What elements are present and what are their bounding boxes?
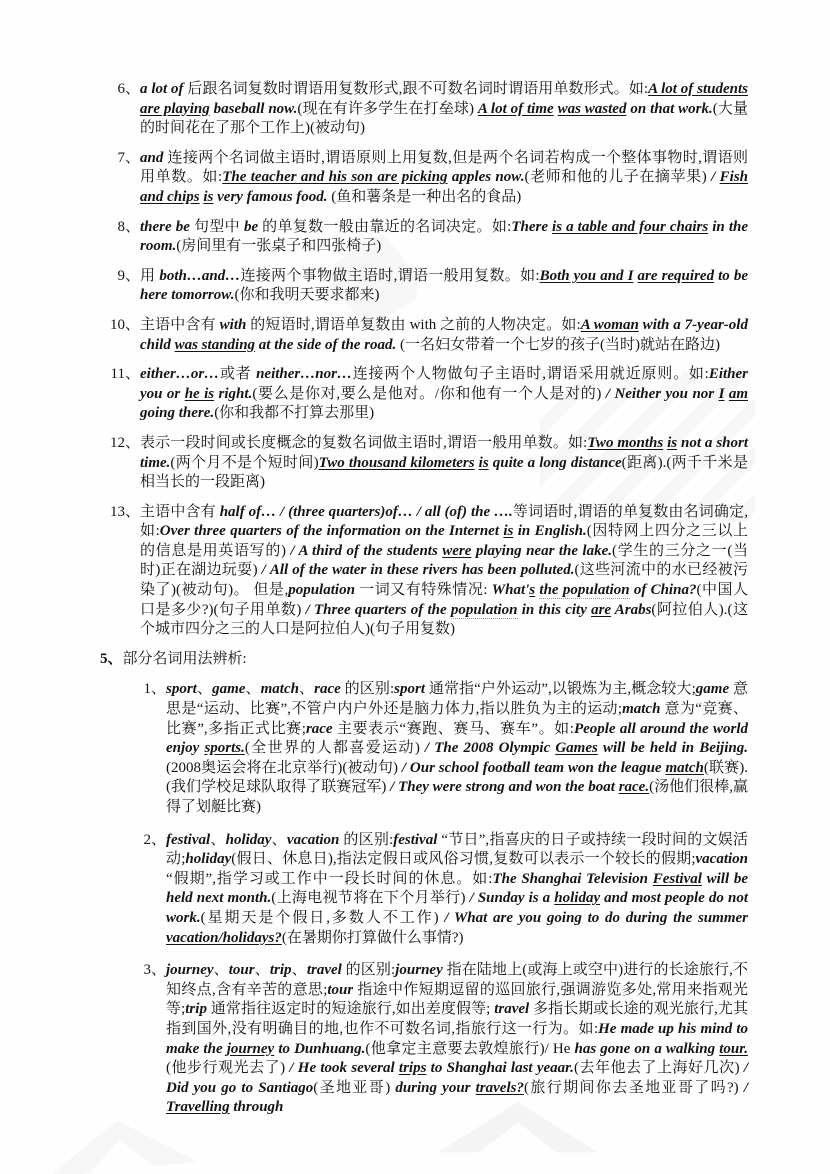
text-run: match	[260, 681, 299, 698]
text-run: (你和我都不打算去那里)	[214, 405, 375, 422]
text-run: (他拿定主意要去敦煌旅行)/ He	[365, 1040, 575, 1057]
text-run: vacation	[286, 831, 340, 848]
text-run: very famous food.	[213, 188, 332, 205]
text-run: (上海电视节将在下个月举行)	[271, 890, 466, 907]
text-run: baseball now.	[209, 100, 298, 117]
text-run: sport	[394, 681, 425, 698]
grammar-item-6	[0, 80, 748, 139]
text-run: 连接两个名词做主语时,谓语原则上用复数,但是两个名词若构成一个整体事物时,谓语则用单数。如:	[140, 149, 748, 186]
text-run: (一名妇女带着一个七岁的孩子(当时)就站在路边)	[400, 336, 721, 353]
text-run: to Shanghai last yeaar.	[426, 1060, 574, 1077]
text-run: / Our school football team won the league	[397, 759, 666, 776]
text-run: (因特网上四分之三以上的信息是用英语写的)	[140, 523, 749, 559]
document-content	[0, 80, 748, 1131]
text-run: am	[728, 385, 749, 402]
text-run: 指在陆地上(或海上或空中)进行的长途旅行,不知终点,含有辛苦的意思;	[166, 962, 748, 998]
text-run: 主语中含有	[140, 503, 220, 520]
text-run: population	[450, 601, 518, 618]
text-run: (距离).(两千千米是相当长的一段距离)	[140, 454, 748, 491]
text-run: travel	[306, 962, 342, 979]
text-run: game	[695, 681, 730, 698]
text-run: during your	[395, 1079, 476, 1096]
text-run: festival	[166, 831, 211, 848]
text-run: 连接两个人物做句子主语时,谓语采用就近原则。如:	[351, 366, 709, 383]
text-run: 意为“竞赛、比赛”,多指正式比赛;	[166, 701, 748, 737]
text-run: holiday	[554, 890, 601, 907]
text-run: with	[219, 316, 247, 333]
text-run: / Sunday is a	[465, 890, 555, 907]
text-run: sport	[166, 681, 197, 698]
item-number: 7、	[117, 149, 140, 166]
grammar-item-11	[0, 365, 748, 424]
text-run: was standing	[174, 336, 256, 353]
text-run: / Did you go to Santiago	[166, 1060, 749, 1096]
text-run: holiday	[185, 851, 232, 868]
heading-text: 部分名词用法辨析:	[122, 650, 247, 667]
text-run: vacation/holidays?	[166, 929, 282, 946]
text-run: Either you or	[140, 366, 748, 402]
text-run: 等词语时,谓语的单复数由名词确定,如:	[140, 503, 748, 540]
text-run: vacation	[695, 851, 748, 868]
text-run: (学生的三分之一(当时)正在湖边玩耍)	[140, 542, 748, 579]
text-run: travels?	[475, 1079, 524, 1096]
text-run: 、	[254, 962, 270, 979]
text-run: festival	[393, 831, 438, 848]
text-run: match	[665, 759, 704, 776]
text-run: /	[738, 1079, 748, 1096]
text-run: (旅行期间你去圣地亚哥了吗?)	[523, 1079, 739, 1096]
item-number: 10、	[109, 316, 140, 333]
text-run: apples now.	[447, 169, 525, 186]
text-run: and	[140, 149, 164, 166]
text-run: 的区别:	[339, 831, 394, 848]
text-run: are	[591, 601, 612, 618]
text-run: / Neither you nor	[601, 385, 719, 402]
text-run: Both you and I	[539, 267, 634, 284]
text-run: be	[243, 218, 259, 235]
text-run: 的短语时,谓语单复数由 with 之前的人物决定。如:	[246, 316, 581, 333]
text-run: he is	[184, 385, 215, 402]
item-number: 5、	[100, 650, 123, 667]
text-run: “假期”,指学习或工作中一段长时间的休息。如:	[166, 870, 493, 887]
text-run: were	[442, 542, 472, 559]
text-run: 、	[271, 831, 287, 848]
text-run: 通常指“户外运动”,以锻炼为主,概念较大;	[425, 681, 696, 698]
text-run: Travelling	[166, 1099, 230, 1116]
item-number: 9、	[117, 267, 140, 284]
item-number: 8、	[117, 218, 140, 235]
text-run: A lot of time	[477, 100, 554, 117]
text-run: 、	[298, 681, 315, 698]
text-run: journey	[166, 962, 214, 979]
text-run: 连接两个事物做主语时,谓语一般用复数。如:	[240, 267, 540, 284]
text-run: (他步行观光去了)	[166, 1060, 286, 1077]
text-run: 、	[213, 962, 229, 979]
text-run: The teacher and his son are picking	[222, 169, 448, 186]
text-run: trip	[269, 962, 292, 979]
text-run: neither…nor…	[256, 366, 352, 383]
text-run: in the room.	[140, 218, 748, 255]
text-run: (中国人口是多少?)(句子用单数)	[140, 582, 749, 618]
text-run: is	[478, 454, 489, 471]
text-run: going there.	[140, 405, 215, 422]
text-run: 一词又有特殊情况:	[354, 582, 492, 599]
grammar-item-8	[0, 218, 748, 257]
text-run: half of… / (three quarters)of… / all (of) the ….	[219, 503, 513, 520]
text-run: (要么是你对,要么是他对。/你和他有一个人是对的)	[252, 385, 602, 402]
text-run: 表示一段时间或长度概念的复数名词做主语时,谓语一般用单数。如:	[140, 434, 588, 451]
text-run: 意思是“运动、比赛”,不管户内户外还是脑力体力,指以胜负为主的运动;	[166, 681, 748, 718]
text-run: are required	[637, 267, 715, 284]
text-run: (汤他们很棒,赢得了划艇比赛)	[166, 779, 749, 815]
text-run: (房间里有一张桌子和四张椅子)	[176, 238, 382, 255]
text-run: A lot of students are playing	[140, 81, 748, 117]
text-run: /	[706, 169, 720, 186]
text-run: (去年他去了上海好几次)	[573, 1060, 740, 1077]
item-number: 12、	[109, 434, 140, 451]
text-run: 、	[245, 681, 261, 698]
text-run: (联赛).(我们学校足球队取得了联赛冠军)	[166, 759, 748, 796]
text-run: Fish and chips	[140, 169, 749, 205]
text-run: trips	[398, 1060, 427, 1077]
noun-usage-item-2	[0, 831, 748, 949]
text-run: both…and…	[159, 267, 241, 284]
text-run: a lot of	[140, 81, 184, 97]
text-run: will be held in Beijing.	[597, 740, 748, 757]
text-run: (老师和他的儿子在摘苹果)	[524, 169, 707, 186]
text-run: 、	[291, 962, 307, 979]
text-run: 的单复数一般由靠近的名词决定。如:	[258, 218, 512, 235]
item-number: 1、	[143, 681, 166, 698]
text-run: not a short time.	[140, 434, 749, 471]
text-run: There	[511, 218, 553, 235]
item-number: 6、	[117, 81, 140, 97]
text-run: through	[229, 1099, 284, 1116]
text-run: will be held next month.	[166, 870, 748, 907]
text-run: He made up his mind to make the	[166, 1020, 749, 1057]
text-run: 通常指往返定时的短途旅行,如出差度假等;	[206, 1001, 495, 1018]
text-run: 句型中	[189, 218, 244, 235]
text-run: tour	[228, 962, 255, 979]
text-run: population	[288, 582, 355, 599]
text-run: I	[718, 385, 725, 402]
text-run: race	[305, 720, 333, 737]
text-run: at the side of the road.	[255, 336, 401, 353]
text-run: holiday	[225, 831, 272, 848]
text-run: Over three quarters of the information on the Internet	[159, 523, 504, 540]
text-run: 或者	[219, 366, 257, 383]
text-run: match	[622, 701, 661, 718]
text-run: (星期天是个假日,多数人不工作)	[200, 909, 439, 926]
text-run: / All of the water in these rivers has been polluted.	[257, 562, 575, 579]
text-run: 主要表示“赛跑、赛马、赛车”。如:	[332, 720, 574, 737]
section-5-heading	[0, 650, 748, 670]
text-run: “节日”,指喜庆的日子或持续一段时间的文娱活动;	[166, 831, 748, 868]
text-run: trip	[185, 1001, 207, 1018]
text-run: tour	[327, 981, 354, 998]
text-run: (圣地亚哥)	[313, 1079, 396, 1096]
text-run: quite a long distance	[488, 454, 622, 471]
text-run: to be here tomorrow.	[140, 267, 749, 304]
text-run: and most people do not work.	[166, 890, 749, 926]
text-run: is	[503, 523, 514, 540]
text-run: right.	[214, 385, 253, 402]
text-run: 主语中含有	[140, 316, 220, 333]
text-run: the population	[539, 582, 630, 599]
text-run: in English.	[513, 523, 587, 540]
noun-usage-item-1	[0, 680, 748, 817]
text-run: (阿拉伯人).(这个城市四分之三的人口是阿拉伯人)(句子用复数)	[140, 601, 748, 638]
noun-usage-item-3	[0, 961, 748, 1118]
text-run: 、	[196, 681, 213, 698]
text-run: either…or…	[140, 366, 220, 383]
text-run: journey	[226, 1040, 275, 1057]
text-run: A woman	[580, 316, 639, 333]
text-run: 的区别:	[341, 962, 396, 979]
text-run: on that work.	[626, 100, 713, 117]
text-run: The Shanghai Television	[492, 870, 653, 887]
grammar-item-10	[0, 316, 748, 355]
text-run: (大量的时间花在了那个工作上)(被动句)	[140, 100, 748, 137]
text-run: sports.	[204, 740, 245, 757]
text-run: / A third of the students	[286, 542, 443, 559]
grammar-item-9	[0, 267, 748, 306]
grammar-item-7	[0, 149, 748, 208]
item-number: 3、	[143, 962, 166, 979]
text-run: 的区别:	[340, 681, 395, 698]
text-run: / He took several	[285, 1060, 399, 1077]
text-run: game	[212, 681, 246, 698]
text-run: What'	[491, 582, 530, 599]
text-run: of China?	[629, 582, 697, 599]
text-run: playing near the lake.	[471, 542, 612, 559]
text-run: is a table and four chairs	[552, 218, 709, 235]
text-run: / The 2008 Olympic	[419, 740, 556, 757]
text-run: / They were strong and won the boat	[386, 779, 619, 796]
item-number: 11、	[110, 366, 140, 383]
text-run: 后跟名词复数时谓语用复数形式,跟不可数名词时谓语用单数形式。如:	[183, 81, 649, 97]
item-number: 2、	[143, 831, 166, 848]
text-run: Festival	[652, 870, 702, 887]
grammar-item-13	[0, 503, 748, 640]
text-run: / Three quarters of the	[301, 601, 451, 618]
text-run: (假日、休息日),指法定假日或风俗习惯,复数可以表示一个较长的假期;	[231, 851, 696, 868]
text-run: (全世界的人都喜爱运动)	[244, 740, 420, 757]
text-run: s	[529, 582, 536, 599]
text-run: Two months	[587, 434, 664, 451]
text-run: (两个月不是个短时间)	[170, 454, 319, 471]
text-run: to Dunhuang.	[274, 1040, 366, 1057]
text-run: is	[203, 188, 214, 205]
text-run: there be	[140, 218, 190, 235]
text-run: race	[314, 681, 341, 698]
text-run: journey	[395, 962, 443, 979]
text-run: (现在有许多学生在打垒球)	[297, 100, 478, 117]
grammar-item-12	[0, 434, 748, 493]
text-run: (你和我明天要求都来)	[234, 287, 380, 304]
text-run: was wasted	[557, 100, 627, 117]
text-run: travel	[494, 1001, 530, 1018]
text-run: with a 7-year-old child	[140, 316, 748, 353]
text-run: is	[667, 434, 678, 451]
text-run: 多指长期或长途的观光旅行,尤其指到国外,没有明确目的地,也作不可数名词,指旅行这一行为。如:	[166, 1001, 749, 1037]
text-run: Arabs	[611, 601, 652, 618]
text-run: 、	[210, 831, 226, 848]
text-run: tour.	[719, 1040, 748, 1057]
text-run: 用	[140, 267, 160, 284]
text-run: in this city	[517, 601, 592, 618]
text-run: race.	[618, 779, 650, 796]
text-run: Games	[555, 740, 598, 757]
text-run: Two thousand kilometers	[318, 454, 475, 471]
text-run: (2008奥运会将在北京举行)(被动句)	[166, 759, 398, 776]
text-run: 指途中作短期逗留的巡回旅行,强调游览多处,常用来指观光等;	[166, 981, 748, 1018]
text-run: (在暑期你打算做什么事情?)	[281, 929, 464, 946]
text-run: People all around the world enjoy	[166, 720, 748, 757]
item-number: 13、	[109, 503, 140, 520]
text-run: / What are you going to do during the summer	[438, 909, 748, 926]
text-run: (这些河流中的水已经被污染了)(被动句)。 但是,	[140, 562, 748, 599]
text-run: (鱼和薯条是一种出名的食品)	[331, 188, 522, 205]
text-run: has gone on a walking	[574, 1040, 720, 1057]
